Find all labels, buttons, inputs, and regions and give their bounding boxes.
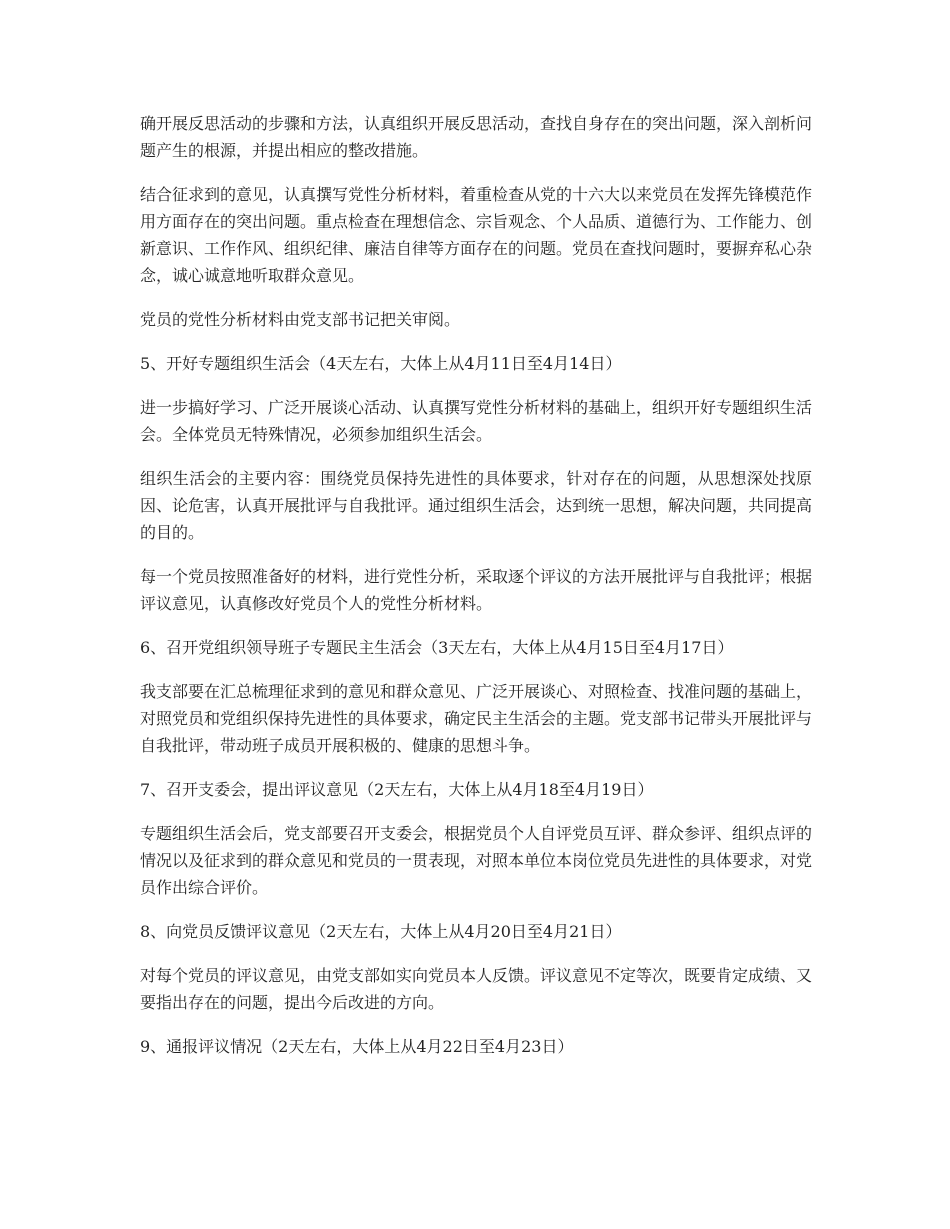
heading-step-7: 7、召开支委会，提出评议意见（2天左右，大体上从4月18至4月19日） [140,780,654,799]
paragraph-party-analysis: 结合征求到的意见，认真撰写党性分析材料，着重检查从党的十六大以来党员在发挥先锋模范作用方面存在的突出问题。重点检查在理想信念、宗旨观念、个人品质、道德行为、工作能力、创新意识、工作作风、组织纪律、廉洁自律等方面存在的问题。党员在查找问题时，要摒弃私心杂念，诚心诚意地听取群众意见。 [140,185,813,285]
paragraph-life-meeting: 进一步搞好学习、广泛开展谈心活动、认真撰写党性分析材料的基础上，组织开好专题组织生活会。全体党员无特殊情况，必须参加组织生活会。 [140,398,813,444]
paragraph-leadership-meeting: 我支部要在汇总梳理征求到的意见和群众意见、广泛开展谈心、对照检查、找准问题的基础上，对照党员和党组织保持先进性的具体要求，确定民主生活会的主题。党支部书记带头开展批评与自我批评，带动班子成员开展积极的、健康的思想斗争。 [140,682,813,755]
heading-step-9: 9、通报评议情况（2天左右，大体上从4月22日至4月23日） [140,1037,574,1056]
paragraph-committee-meeting: 专题组织生活会后，党支部要召开支委会，根据党员个人自评党员互评、群众参评、组织点评的情况以及征求到的群众意见和党员的一贯表现，对照本单位本岗位党员先进性的具体要求，对党员作出综合评价。 [140,824,813,897]
paragraph-reflection-steps: 确开展反思活动的步骤和方法，认真组织开展反思活动，查找自身存在的突出问题，深入剖析问题产生的根源，并提出相应的整改措施。 [140,114,813,160]
paragraph-member-evaluation: 每一个党员按照准备好的材料，进行党性分析，采取逐个评议的方法开展批评与自我批评；根据评议意见，认真修改好党员个人的党性分析材料。 [140,567,813,613]
paragraph-feedback: 对每个党员的评议意见，由党支部如实向党员本人反馈。评议意见不定等次，既要肯定成绩、又要指出存在的问题，提出今后改进的方向。 [140,966,813,1012]
heading-step-6: 6、召开党组织领导班子专题民主生活会（3天左右，大体上从4月15日至4月17日） [140,638,734,657]
paragraph-meeting-content: 组织生活会的主要内容：围绕党员保持先进性的具体要求，针对存在的问题，从思想深处找原因、论危害，认真开展批评与自我批评。通过组织生活会，达到统一思想，解决问题，共同提高的目的。 [140,469,813,542]
heading-step-5: 5、开好专题组织生活会（4天左右，大体上从4月11日至4月14日） [140,354,622,373]
heading-step-8: 8、向党员反馈评议意见（2天左右，大体上从4月20日至4月21日） [140,922,622,941]
document-page [140,110,812,1077]
paragraph-review: 党员的党性分析材料由党支部书记把关审阅。 [140,310,461,329]
